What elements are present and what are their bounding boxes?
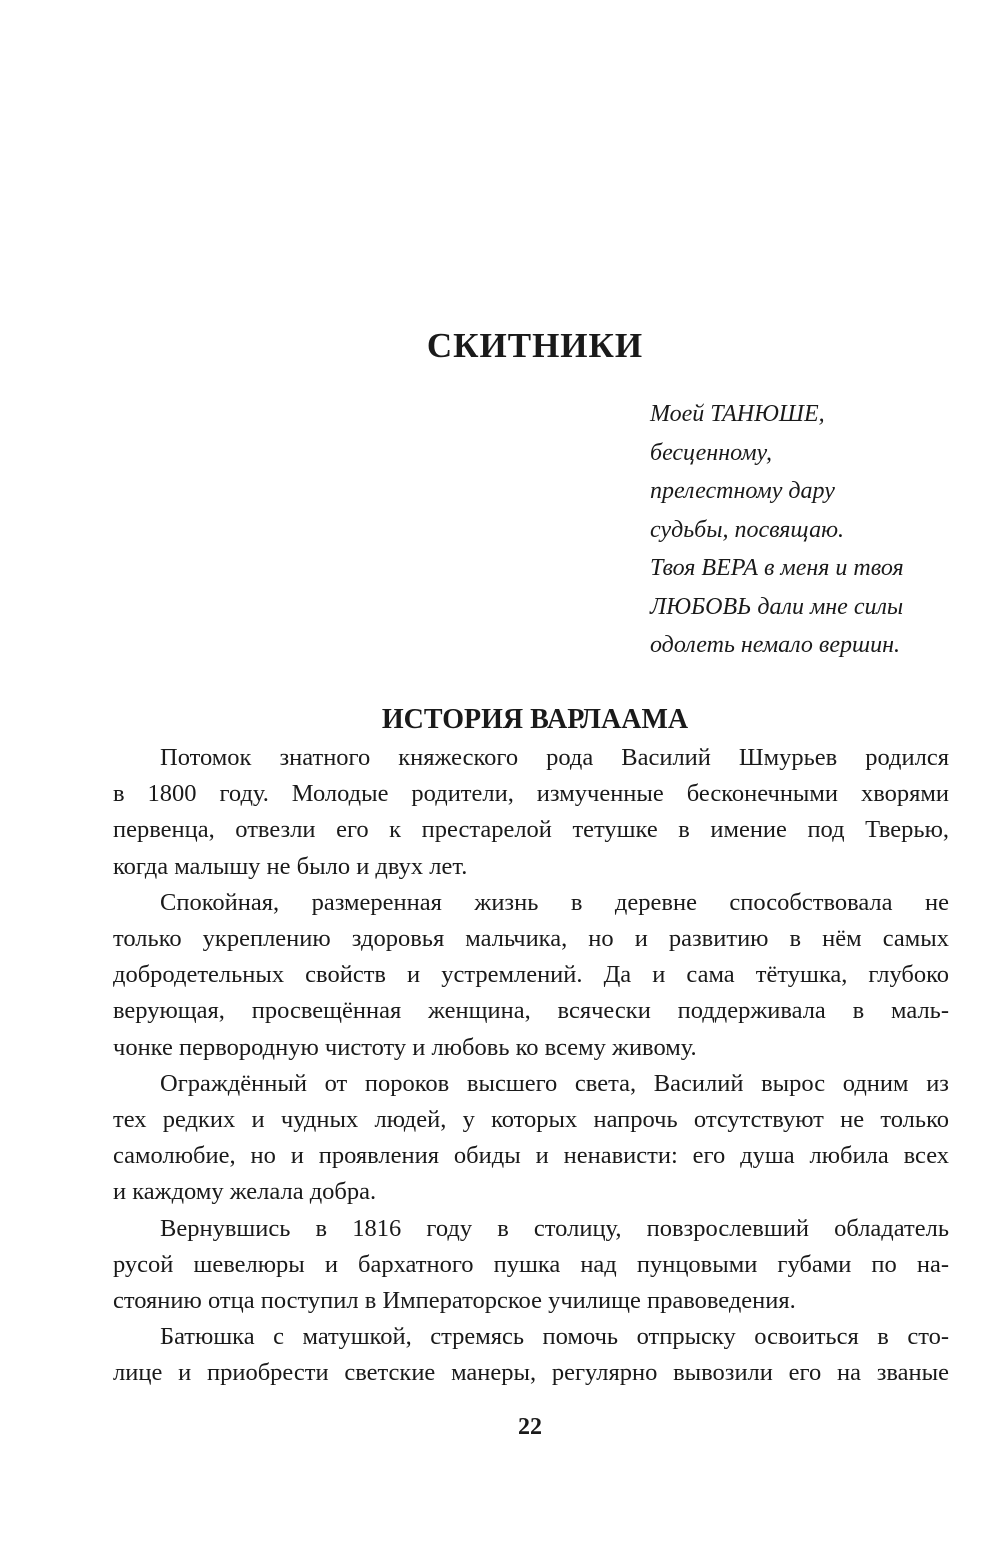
- text-line: Батюшка с матушкой, стремясь помочь отпрыску освоиться в сто-: [160, 1323, 949, 1351]
- text-line: русой шевелюры и бархатного пушка над пунцовыми губами по на-: [113, 1250, 949, 1278]
- section-heading: ИСТОРИЯ ВАРЛААМА: [381, 704, 689, 735]
- text-line: и каждому желала добра.: [113, 1178, 377, 1206]
- text-line: чонке первородную чистоту и любовь ко всему живому.: [113, 1033, 697, 1061]
- page-number: 22: [518, 1414, 542, 1440]
- text-line: когда малышу не было и двух лет.: [113, 852, 468, 880]
- text-line: только укреплению здоровья мальчика, но и развитию в нём самых: [113, 925, 949, 953]
- text-line: в 1800 году. Молодые родители, измученные бесконечными хворями: [113, 780, 949, 808]
- text-line: Ограждённый от пороков высшего света, Василий вырос одним из: [160, 1069, 949, 1097]
- text-line: стоянию отца поступил в Императорское училище правоведения.: [113, 1287, 796, 1315]
- epigraph-line: судьбы, посвящаю.: [650, 516, 845, 543]
- text-line: добродетельных свойств и устремлений. Да и сама тётушка, глубоко: [113, 961, 949, 989]
- text-line: первенца, отвезли его к престарелой тетушке в имение под Тверью,: [113, 816, 949, 844]
- epigraph: [650, 395, 904, 665]
- epigraph-line: одолеть немало вершин.: [650, 632, 901, 658]
- text-line: тех редких и чудных людей, у которых напрочь отсутствуют не только: [113, 1106, 949, 1134]
- epigraph-line: ЛЮБОВЬ дали мне силы: [650, 593, 904, 620]
- body-text: [113, 740, 949, 1392]
- epigraph-line: Твоя ВЕРА в меня и твоя: [650, 555, 904, 581]
- text-line: лице и приобрести светские манеры, регулярно вывозили его на званые: [113, 1359, 949, 1387]
- text-line: Вернувшись в 1816 году в столицу, повзрослевший обладатель: [160, 1214, 949, 1242]
- text-line: Потомок знатного княжеского рода Василий Шмурьев родился: [160, 744, 949, 771]
- epigraph-line: Моей ТАНЮШЕ,: [650, 401, 825, 427]
- chapter-title: СКИТНИКИ: [426, 326, 644, 365]
- epigraph-line: бесценному,: [650, 439, 772, 466]
- text-line: самолюбие, но и проявления обиды и ненависти: его душа любила всех: [113, 1142, 949, 1170]
- text-line: Спокойная, размеренная жизнь в деревне способствовала не: [160, 888, 949, 916]
- epigraph-line: прелестному дару: [650, 478, 835, 504]
- text-line: верующая, просвещённая женщина, всячески поддерживала в маль-: [113, 997, 949, 1025]
